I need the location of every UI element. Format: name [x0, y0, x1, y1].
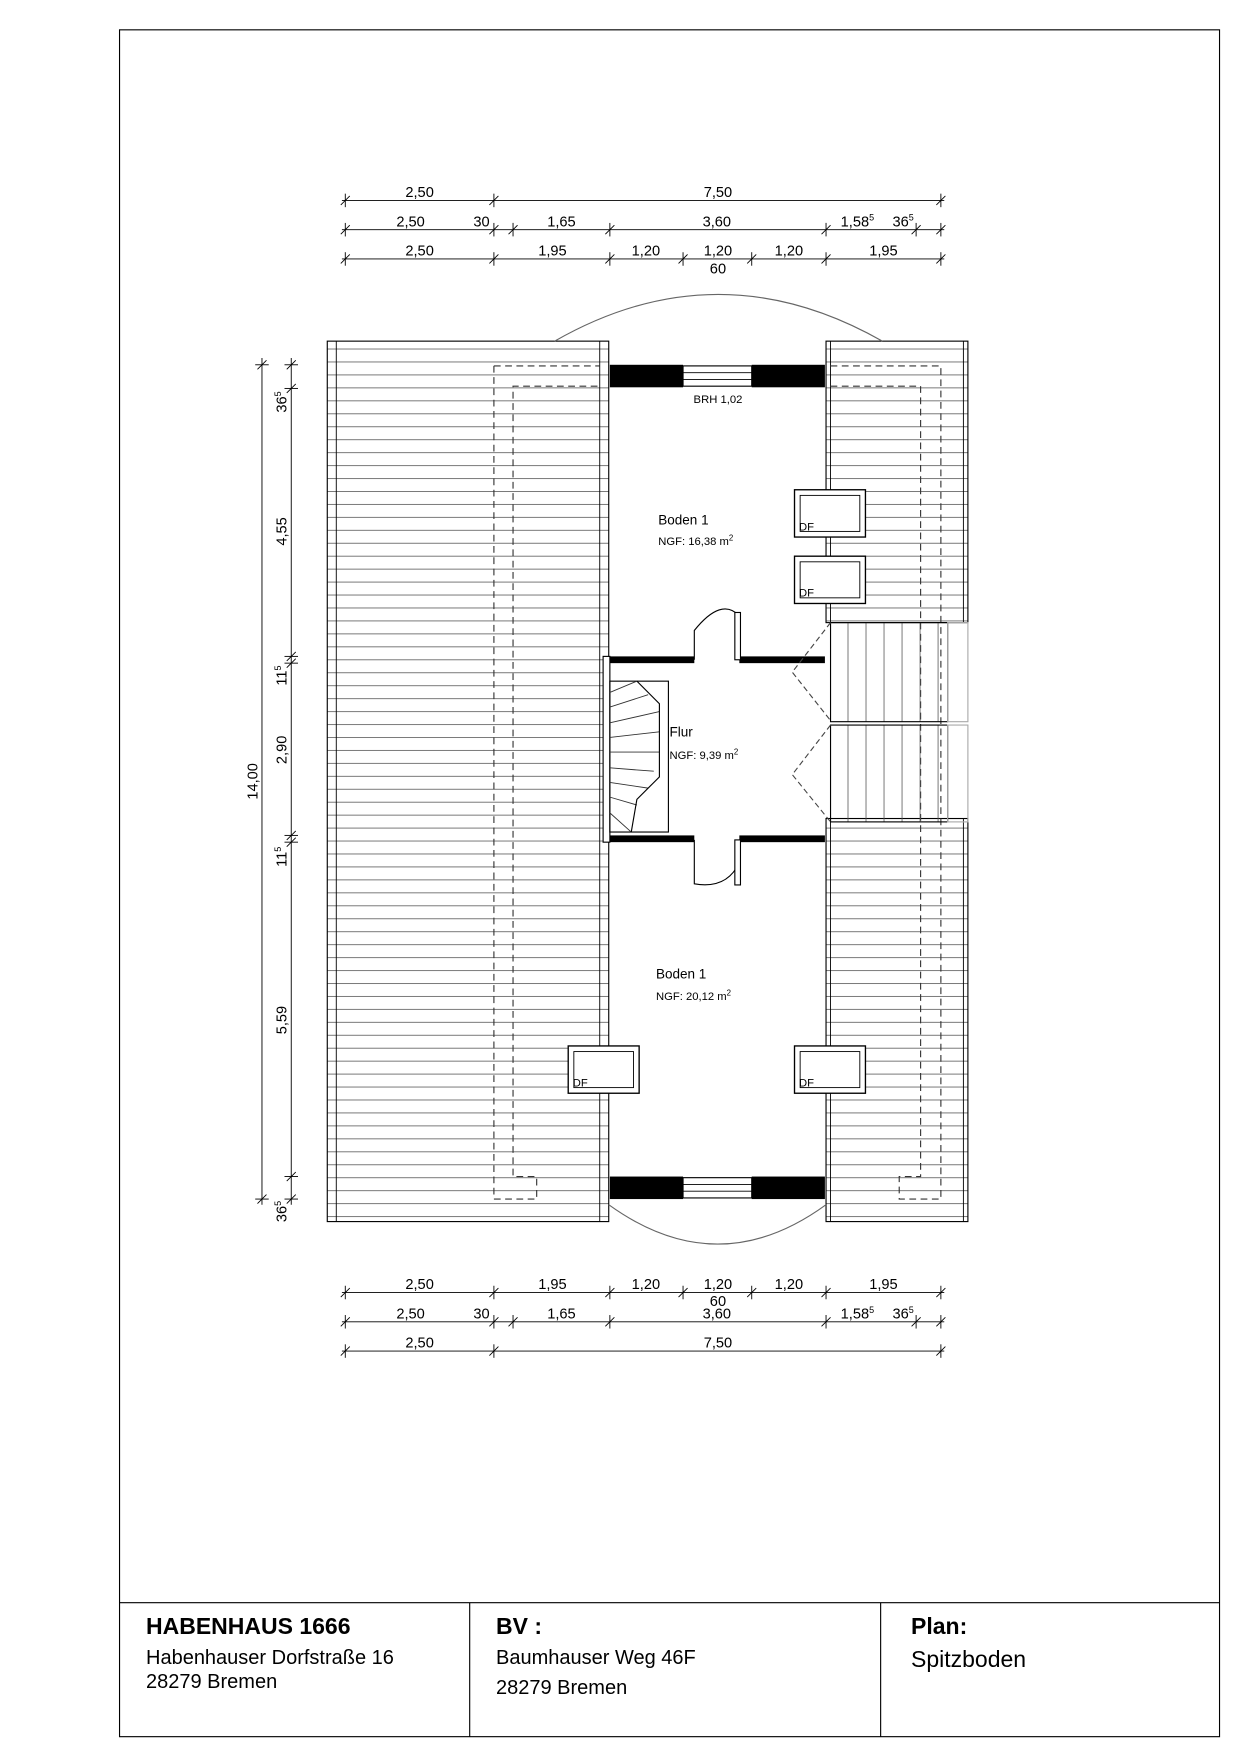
dim-value: 3,60 — [702, 214, 732, 231]
room-label-top: Boden 1 — [658, 512, 709, 528]
flur-wall-bottom — [610, 835, 825, 842]
stair-winder — [610, 681, 669, 832]
dim-value: $36^5$ — [273, 1200, 291, 1223]
title-block-plan-heading: Plan: — [911, 1613, 968, 1639]
roof-window-label: DF — [799, 521, 815, 534]
door-leaf — [735, 840, 741, 885]
dim-value: 1,95 — [869, 1277, 898, 1294]
dim-value: 7,50 — [703, 185, 733, 202]
title-block-project-address-city: 28279 Bremen — [146, 1671, 278, 1693]
dim-value: 1,20 — [703, 243, 733, 260]
title-block-plan-name: Spitzboden — [911, 1646, 1027, 1672]
roof-window-df — [795, 556, 866, 603]
dim-value: 2,50 — [405, 243, 434, 260]
dim-value: $36^5$ — [273, 391, 291, 413]
dim-value: 1,20 — [774, 1277, 804, 1294]
dim-value: 1,58$^5$ — [840, 1304, 875, 1323]
dim-value: 30 — [473, 1306, 490, 1323]
gable-wall-top — [610, 365, 825, 388]
roof-window-label: DF — [572, 1077, 588, 1090]
dim-value: 60 — [709, 261, 727, 278]
dim-value: 2,50 — [396, 214, 425, 231]
dim-value: 1,20 — [703, 1277, 733, 1294]
door-leaf — [735, 612, 741, 659]
room-area-flur: NGF: 9,39 $m^2$ — [669, 747, 739, 762]
dim-value: 1,65 — [547, 214, 576, 231]
dim-value: 2,90 — [274, 735, 291, 765]
stair-flight-upper — [831, 623, 968, 722]
dim-value: 1,95 — [538, 1277, 567, 1294]
roof-window-label: DF — [799, 1077, 815, 1090]
page-frame — [120, 30, 1220, 1737]
dim-value: 1,95 — [538, 243, 567, 260]
dim-value: $11^5$ — [273, 846, 291, 867]
roof-window-df — [795, 490, 866, 537]
dim-value: 14,00 — [245, 763, 262, 800]
dim-value: $36^5$ — [892, 212, 914, 231]
vertical-dimension-chains — [255, 358, 298, 1205]
dim-value: 4,55 — [274, 517, 291, 546]
roof-slope-left — [327, 341, 608, 1221]
dim-value: 1,20 — [774, 243, 804, 260]
dim-value: 3,60 — [702, 1306, 732, 1323]
gable-arc-bottom — [609, 1205, 826, 1244]
dim-value: 7,50 — [703, 1335, 733, 1352]
dim-value: 5,59 — [274, 1005, 291, 1035]
stair-flight-lower — [831, 725, 968, 822]
dim-value: 2,50 — [396, 1306, 425, 1323]
room-area-top: NGF: 16,38 $m^2$ — [658, 533, 734, 548]
roof-window-label: DF — [799, 587, 815, 600]
dim-value: 30 — [473, 214, 490, 231]
dim-value: 2,50 — [405, 185, 434, 202]
flur-wall-left — [603, 656, 610, 842]
roof-window-df — [795, 1046, 866, 1093]
dim-value: $36^5$ — [892, 1304, 914, 1323]
dim-value: 1,65 — [547, 1306, 576, 1323]
roof-slope-right-bottom — [826, 819, 968, 1222]
gable-arc-top — [555, 294, 883, 341]
title-block-bv-street: Baumhauser Weg 46F — [496, 1647, 696, 1669]
title-block-project-address-street: Habenhauser Dorfstraße 16 — [146, 1647, 394, 1669]
dim-value: 60 — [709, 1294, 727, 1311]
flur-wall-top — [610, 656, 825, 663]
roof-window-df — [568, 1046, 639, 1093]
dim-value: 2,50 — [405, 1277, 434, 1294]
brh-label: BRH 1,02 — [693, 394, 743, 407]
dim-value: 1,58$^5$ — [840, 212, 875, 231]
title-block-bv-city: 28279 Bremen — [496, 1677, 628, 1699]
room-area-bottom: NGF: 20,12 $m^2$ — [656, 988, 732, 1003]
dim-value: $11^5$ — [273, 665, 291, 686]
dim-value: 2,50 — [405, 1335, 434, 1352]
dim-value: 1,20 — [631, 1277, 661, 1294]
dim-value: 1,95 — [869, 243, 898, 260]
stair-direction-dashed — [792, 623, 830, 822]
gable-wall-bottom — [610, 1177, 825, 1200]
room-label-flur: Flur — [669, 724, 693, 740]
title-block-project-name: HABENHAUS 1666 — [146, 1613, 351, 1639]
room-label-bottom: Boden 1 — [656, 966, 707, 982]
door-swing-top — [694, 609, 739, 660]
door-swing-bottom — [694, 840, 739, 885]
dim-value: 1,20 — [631, 243, 661, 260]
title-block-bv-heading: BV : — [496, 1613, 542, 1639]
